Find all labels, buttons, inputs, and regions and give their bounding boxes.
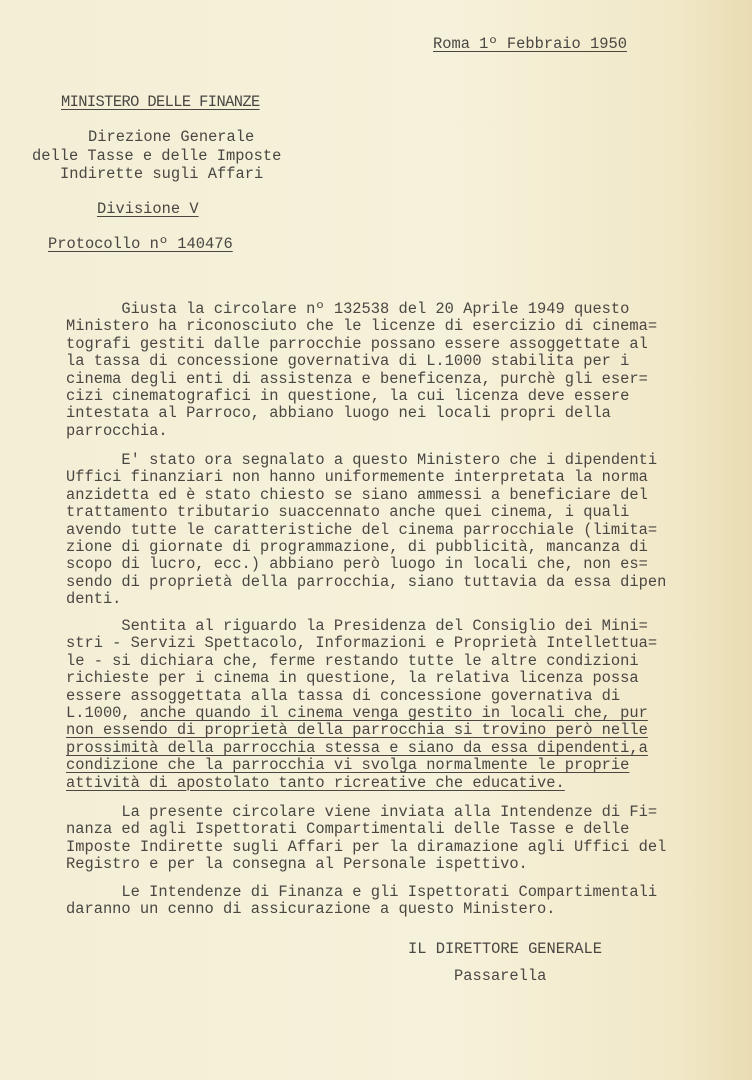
text-line: la tassa di concessione governativa di L.1000 stabilita per i bbox=[66, 352, 630, 371]
text-line: Imposte Indirette sugli Affari per la diramazione agli Uffici del bbox=[66, 837, 667, 856]
text-line: nanza ed agli Ispettorati Compartimentali delle Tasse e delle bbox=[66, 820, 630, 839]
direction-line-2: delle Tasse e delle Imposte bbox=[32, 147, 282, 165]
text-line: sendo di proprietà della parrocchia, siano tuttavia da essa dipen bbox=[66, 572, 667, 591]
text-line: zione di giornate di programmazione, di pubblicità, mancanza di bbox=[66, 537, 648, 556]
text-line: cizi cinematografici in questione, la cui licenza deve essere bbox=[66, 386, 630, 405]
underlined-text: non essendo di proprietà della parrocchia si trovino però nelle bbox=[66, 721, 648, 740]
text-line: Le Intendenze di Finanza e gli Ispettorati Compartimentali bbox=[66, 883, 658, 901]
text-line bbox=[66, 722, 657, 739]
text-line: daranno un cenno di assicurazione a questo Ministero. bbox=[66, 900, 556, 919]
underlined-text: attività di apostolato tanto ricreative che educative. bbox=[66, 773, 565, 792]
text-line: Giusta la circolare nº 132538 del 20 Aprile 1949 questo bbox=[66, 300, 630, 318]
direction-line-3: Indirette sugli Affari bbox=[60, 165, 264, 183]
text-line: trattamento tributario suaccennato anche quei cinema, i quali bbox=[66, 503, 630, 522]
paragraph-2 bbox=[66, 452, 666, 609]
text-line: cinema degli enti di assistenza e beneficenza, purchè gli eser= bbox=[66, 369, 648, 388]
paragraph-5 bbox=[66, 884, 657, 919]
text-line bbox=[66, 705, 657, 722]
text-line: stri - Servizi Spettacolo, Informazioni e Proprietà Intellettua= bbox=[66, 634, 658, 653]
ministry-heading: MINISTERO DELLE FINANZE bbox=[61, 93, 260, 111]
text-line bbox=[66, 775, 657, 792]
direction-line-1: Direzione Generale bbox=[88, 128, 255, 146]
text-line: denti. bbox=[66, 590, 122, 609]
underlined-text: anche quando il cinema venga gestito in locali che, pur bbox=[139, 703, 648, 722]
text-line: Sentita al riguardo la Presidenza del Consiglio dei Mini= bbox=[66, 617, 648, 635]
signature-title: IL DIRETTORE GENERALE bbox=[408, 940, 602, 958]
protocol-number: Protocollo nº 140476 bbox=[48, 235, 233, 253]
text-line: E' stato ora segnalato a questo Ministero che i dipendenti bbox=[66, 451, 658, 469]
date-line: Roma 1º Febbraio 1950 bbox=[433, 35, 627, 53]
text-line: Ministero ha riconosciuto che le licenze di esercizio di cinema= bbox=[66, 317, 658, 336]
signature-name: Passarella bbox=[454, 967, 547, 985]
text-line: essere assoggettata alla tassa di concessione governativa di bbox=[66, 686, 621, 705]
underlined-text: prossimità della parrocchia stessa e siano da essa dipendenti,a bbox=[66, 738, 648, 757]
text-line bbox=[66, 757, 657, 774]
paragraph-1 bbox=[66, 301, 657, 440]
text-line: le - si dichiara che, ferme restando tutte le altre condizioni bbox=[66, 651, 639, 670]
text-line: richieste per i cinema in questione, la relativa licenza possa bbox=[66, 669, 639, 688]
text-line: Uffici finanziari non hanno uniformemente interpretata la norma bbox=[66, 468, 648, 487]
text-line: anzidetta ed è stato chiesto se siano ammessi a beneficiare del bbox=[66, 485, 648, 504]
text-line bbox=[66, 740, 657, 757]
text-line: intestata al Parroco, abbiano luogo nei locali propri della bbox=[66, 404, 611, 423]
underlined-text: condizione che la parrocchia vi svolga normalmente le proprie bbox=[66, 756, 630, 775]
text-line: parrocchia. bbox=[66, 421, 168, 440]
text-line: La presente circolare viene inviata alla Intendenze di Fi= bbox=[66, 803, 658, 821]
plain-text: L.1000, bbox=[66, 703, 140, 722]
division-label: Divisione V bbox=[97, 200, 199, 218]
text-line: Registro e per la consegna al Personale ispettivo. bbox=[66, 855, 528, 874]
paragraph-4 bbox=[66, 804, 666, 874]
text-line: avendo tutte le caratteristiche del cinema parrocchiale (limita= bbox=[66, 520, 658, 539]
text-line: scopo di lucro, ecc.) abbiano però luogo in locali che, non es= bbox=[66, 555, 648, 574]
paragraph-3 bbox=[66, 618, 657, 792]
text-line: tografi gestiti dalle parrocchie possano essere assoggettate al bbox=[66, 334, 648, 353]
